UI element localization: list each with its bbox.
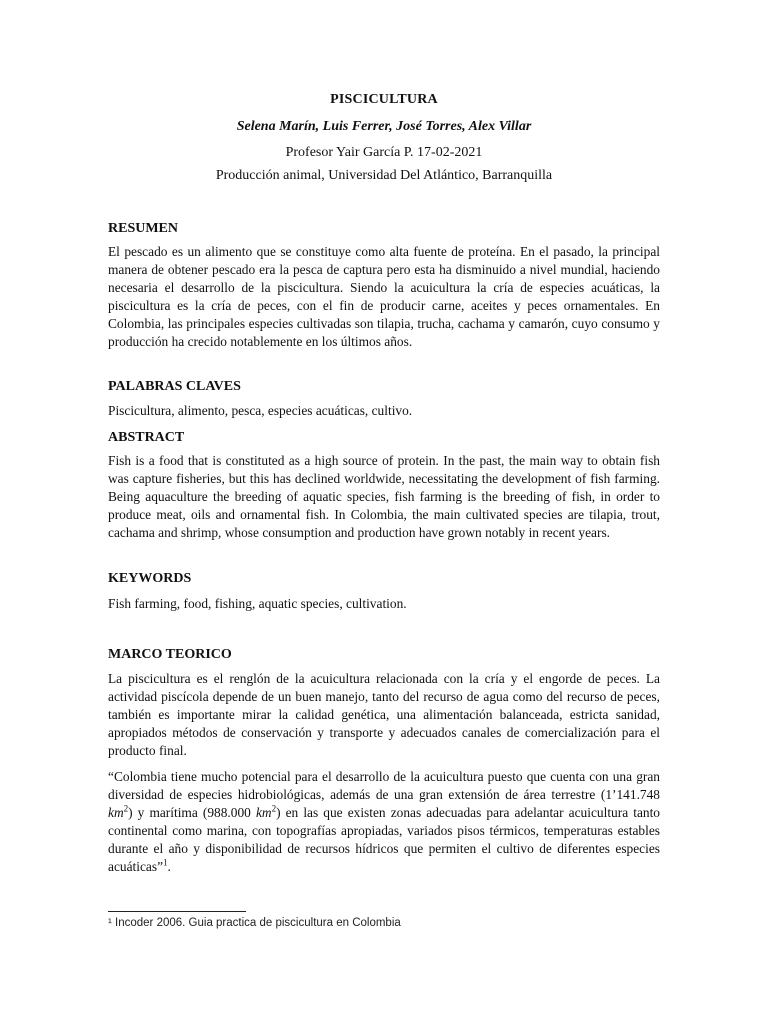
authors-line: Selena Marín, Luis Ferrer, José Torres, Alex Villar	[236, 119, 532, 134]
marco-heading: MARCO TEORICO	[108, 647, 232, 662]
footnote-ref: 1	[163, 857, 168, 868]
marco-quote	[108, 768, 660, 876]
exponent-2: 2	[271, 803, 277, 814]
footnote-divider	[108, 911, 246, 912]
abstract-heading: ABSTRACT	[108, 430, 185, 445]
quote-part-2: ) y marítima (988.000	[128, 805, 256, 820]
abstract-section	[108, 430, 660, 542]
paper-title: PISCICULTURA	[330, 92, 438, 107]
abstract-text: Fish is a food that is constituted as a high source of protein. In the past, the main way to obtain fish was capture fisheries, but this has declined worldwide, necessitating the development of fish farming. Being aquaculture the breeding of aquatic species, fish farming is the breeding of fish, in order to produce meat, oils and ornamental fish. In Colombia, the main cultivated species are tilapia, trout, cachama and shrimp, whose consumption and production have grown notably in recent years.	[108, 453, 660, 540]
affiliation-line: Producción animal, Universidad Del Atlántico, Barranquilla	[215, 168, 553, 183]
palabras-heading: PALABRAS CLAVES	[108, 379, 241, 394]
unit-km-1: km	[108, 805, 124, 820]
unit-km-2: km	[255, 805, 272, 820]
resumen-section	[108, 221, 660, 351]
professor-line: Profesor Yair García P. 17-02-2021	[285, 145, 483, 160]
quote-end: .	[167, 859, 171, 874]
quote-part-3: ) en las que existen zonas adecuadas para adelantar acuicultura tanto continental como marina, con topografías apropiadas, variados pisos térmicos, temperaturas estables durante el año y disponibilidad de recursos hídricos que permiten el cultivo de diferentes especies acuáticas”	[108, 805, 660, 874]
keywords-text: Fish farming, food, fishing, aquatic species, cultivation.	[108, 596, 407, 611]
keywords-heading: KEYWORDS	[108, 571, 192, 586]
quote-part-1: “Colombia tiene mucho potencial para el desarrollo de la acuicultura puesto que cuenta con una gran diversidad de especies hidrobiológicas, además de una gran extensión de área terrestre (1’141.748	[108, 769, 660, 802]
marco-section	[108, 647, 660, 876]
palabras-section	[108, 379, 660, 420]
footnote-text: ¹ Incoder 2006. Guia practica de piscicultura en Colombia	[108, 917, 401, 929]
resumen-heading: RESUMEN	[108, 221, 179, 236]
exponent-1: 2	[123, 803, 129, 814]
palabras-text: Piscicultura, alimento, pesca, especies acuáticas, cultivo.	[108, 403, 413, 418]
marco-paragraph: La piscicultura es el renglón de la acuicultura relacionada con la cría y el engorde de peces. La actividad piscícola depende de un buen manejo, tanto del recurso de agua como del recurso de peces, también es importante mirar la calidad genética, una alimentación balanceada, estricta sanidad, apropiados métodos de conservación y transporte y adecuados canales de comercialización para el producto final.	[108, 671, 660, 758]
resumen-text: El pescado es un alimento que se constituye como alta fuente de proteína. En el pasado, la principal manera de obtener pescado era la pesca de captura pero esta ha disminuido a nivel mundial, haciendo necesaria el desarrollo de la piscicultura. Siendo la acuicultura la cría de especies acuáticas, la piscicultura es la cría de peces, con el fin de producir carne, aceites y peces ornamentales. En Colombia, las principales especies cultivadas son tilapia, trucha, cachama y camarón, cuyo consumo y producción ha crecido notablemente en los últimos años.	[108, 244, 660, 349]
keywords-section	[108, 571, 660, 613]
